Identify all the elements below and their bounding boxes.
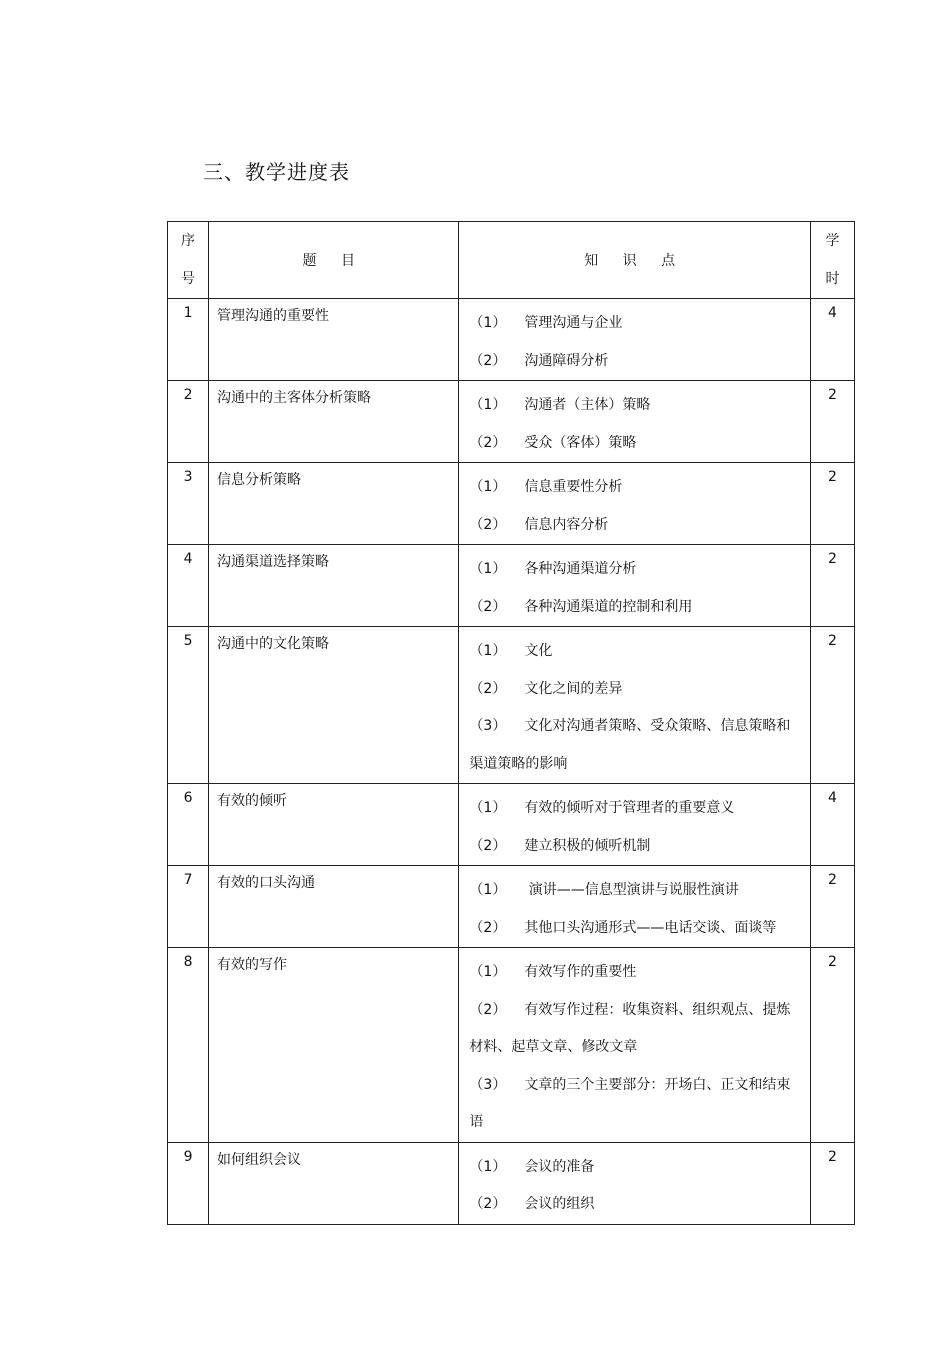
- knowledge-point: [469, 910, 802, 948]
- row-topic: 沟通中的主客体分析策略: [209, 381, 459, 463]
- row-knowledge-points: [459, 463, 811, 545]
- table-header-row: [168, 222, 855, 299]
- header-points: 知 识 点: [459, 222, 811, 299]
- header-hours: [810, 222, 854, 299]
- knowledge-point-text: 演讲——信息型演讲与说服性演讲: [524, 882, 739, 898]
- knowledge-point-text: 受众（客体）策略: [524, 434, 637, 451]
- knowledge-point-text: 文化对沟通者策略、受众策略、信息策略和渠道策略的影响: [469, 718, 791, 772]
- knowledge-point-index: （1）: [469, 882, 507, 898]
- row-number: 2: [168, 381, 209, 463]
- knowledge-point-index: （2）: [469, 919, 507, 936]
- row-number: 1: [168, 299, 209, 381]
- knowledge-point-text: 会议的组织: [524, 1196, 595, 1212]
- row-hours: 4: [810, 299, 854, 381]
- knowledge-point-text: 沟通障碍分析: [524, 352, 609, 369]
- row-knowledge-points: [459, 866, 811, 948]
- teaching-schedule-table: [167, 221, 855, 1225]
- row-topic: 有效的倾听: [209, 784, 459, 866]
- row-topic: 有效的口头沟通: [209, 866, 459, 948]
- table-row: [168, 627, 855, 784]
- knowledge-point-index: （2）: [469, 598, 507, 615]
- knowledge-point-index: （1）: [469, 1158, 507, 1175]
- table-row: [168, 1142, 855, 1224]
- knowledge-point-text: 各种沟通渠道分析: [524, 561, 637, 577]
- knowledge-point: [469, 387, 802, 425]
- table-row: [168, 463, 855, 545]
- row-hours: 2: [810, 1142, 854, 1224]
- row-knowledge-points: [459, 545, 811, 627]
- knowledge-point-text: 文章的三个主要部分：开场白、正文和结束语: [469, 1076, 791, 1130]
- row-hours: 2: [810, 463, 854, 545]
- table-row: [168, 866, 855, 948]
- knowledge-point-index: （1）: [469, 964, 507, 980]
- row-topic: 沟通中的文化策略: [209, 627, 459, 784]
- knowledge-point-index: （1）: [469, 397, 507, 413]
- knowledge-point: [469, 708, 802, 783]
- knowledge-point-text: 信息内容分析: [524, 516, 609, 533]
- knowledge-point: [469, 872, 802, 910]
- table-row: [168, 545, 855, 627]
- row-number: 3: [168, 463, 209, 545]
- knowledge-point-index: （1）: [469, 561, 507, 577]
- knowledge-point: [469, 589, 802, 627]
- knowledge-point: [469, 828, 802, 866]
- row-topic: 如何组织会议: [209, 1142, 459, 1224]
- knowledge-point-index: （1）: [469, 800, 507, 816]
- knowledge-point-text: 其他口头沟通形式——电话交谈、面谈等: [524, 919, 777, 936]
- knowledge-point-text: 有效写作过程：收集资料、组织观点、提炼材料、起草文章、修改文章: [469, 1001, 791, 1055]
- row-hours: 4: [810, 784, 854, 866]
- knowledge-point-index: （3）: [469, 718, 507, 734]
- section-title: 三、教学进度表: [203, 160, 350, 184]
- row-knowledge-points: [459, 1142, 811, 1224]
- header-hours-line1: 学: [825, 233, 840, 249]
- knowledge-point: [469, 343, 802, 381]
- knowledge-point: [469, 551, 802, 589]
- knowledge-point-index: （2）: [469, 1196, 507, 1212]
- row-hours: 2: [810, 627, 854, 784]
- table-row: [168, 948, 855, 1143]
- knowledge-point-text: 各种沟通渠道的控制和利用: [524, 598, 693, 615]
- row-knowledge-points: [459, 299, 811, 381]
- knowledge-point: [469, 954, 802, 992]
- row-number: 7: [168, 866, 209, 948]
- knowledge-point-text: 沟通者（主体）策略: [524, 397, 651, 413]
- row-knowledge-points: [459, 381, 811, 463]
- row-knowledge-points: [459, 627, 811, 784]
- knowledge-point-text: 有效写作的重要性: [524, 964, 637, 980]
- row-topic: 信息分析策略: [209, 463, 459, 545]
- knowledge-point-index: （1）: [469, 315, 507, 331]
- table-row: [168, 784, 855, 866]
- knowledge-point-index: （1）: [469, 643, 507, 659]
- row-knowledge-points: [459, 784, 811, 866]
- knowledge-point: [469, 992, 802, 1067]
- knowledge-point: [469, 425, 802, 463]
- row-number: 5: [168, 627, 209, 784]
- header-no-line2: 号: [181, 271, 196, 287]
- knowledge-point-index: （2）: [469, 1001, 507, 1018]
- row-topic: 有效的写作: [209, 948, 459, 1143]
- row-hours: 2: [810, 866, 854, 948]
- row-topic: 沟通渠道选择策略: [209, 545, 459, 627]
- row-knowledge-points: [459, 948, 811, 1143]
- header-topic: 题 目: [209, 222, 459, 299]
- row-number: 6: [168, 784, 209, 866]
- row-number: 8: [168, 948, 209, 1143]
- knowledge-point-text: 文化之间的差异: [524, 680, 623, 697]
- knowledge-point-index: （2）: [469, 352, 507, 369]
- row-hours: 2: [810, 545, 854, 627]
- row-topic: 管理沟通的重要性: [209, 299, 459, 381]
- row-hours: 2: [810, 948, 854, 1143]
- header-no: [168, 222, 209, 299]
- knowledge-point-index: （3）: [469, 1076, 507, 1093]
- row-hours: 2: [810, 381, 854, 463]
- row-number: 9: [168, 1142, 209, 1224]
- knowledge-point: [469, 633, 802, 671]
- row-number: 4: [168, 545, 209, 627]
- knowledge-point: [469, 1149, 802, 1187]
- header-hours-line2: 时: [825, 271, 840, 287]
- knowledge-point-text: 建立积极的倾听机制: [524, 837, 651, 854]
- knowledge-point-text: 有效的倾听对于管理者的重要意义: [524, 800, 735, 816]
- knowledge-point-index: （2）: [469, 434, 507, 451]
- knowledge-point: [469, 671, 802, 709]
- knowledge-point: [469, 1067, 802, 1142]
- table-row: [168, 381, 855, 463]
- knowledge-point: [469, 305, 802, 343]
- knowledge-point: [469, 507, 802, 545]
- knowledge-point-text: 管理沟通与企业: [524, 315, 623, 331]
- header-no-line1: 序: [181, 233, 196, 249]
- knowledge-point-text: 文化: [524, 643, 553, 659]
- knowledge-point-index: （2）: [469, 837, 507, 854]
- knowledge-point: [469, 790, 802, 828]
- knowledge-point: [469, 1186, 802, 1224]
- knowledge-point-index: （1）: [469, 479, 507, 495]
- knowledge-point: [469, 469, 802, 507]
- knowledge-point-text: 会议的准备: [524, 1158, 595, 1175]
- table-row: [168, 299, 855, 381]
- knowledge-point-text: 信息重要性分析: [524, 479, 623, 495]
- knowledge-point-index: （2）: [469, 516, 507, 533]
- knowledge-point-index: （2）: [469, 680, 507, 697]
